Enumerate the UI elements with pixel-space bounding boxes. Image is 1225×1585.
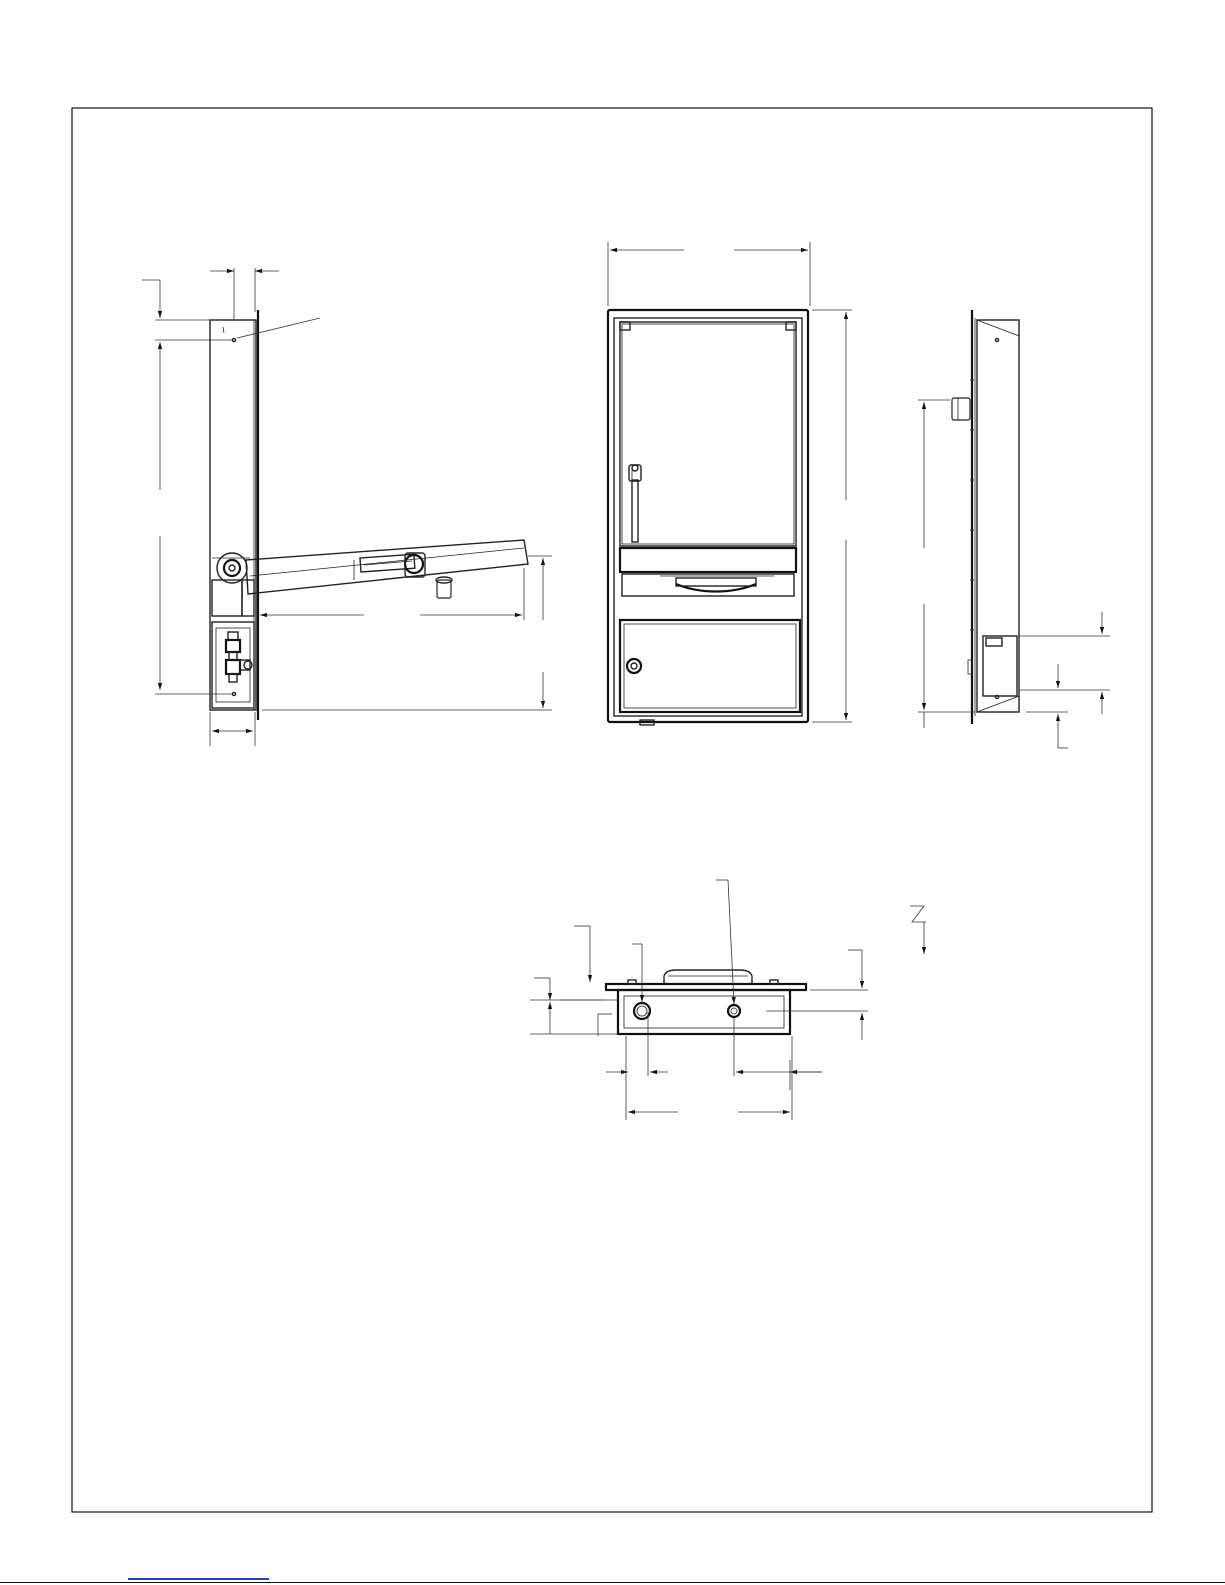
side-view-right [918,310,1110,748]
screw-icon [232,692,235,695]
top-view [530,880,926,1120]
handle-icon [676,584,756,592]
screw-icon [995,338,998,341]
hinge-icon [217,553,247,583]
side-view-open [142,268,552,746]
port-icon [728,1005,740,1017]
lock-icon [627,659,641,673]
screw-icon [232,338,235,341]
front-view [608,242,852,725]
footer-link-underline[interactable] [128,1578,269,1580]
footer-divider [0,1582,1225,1583]
break-symbol-icon [910,906,926,922]
